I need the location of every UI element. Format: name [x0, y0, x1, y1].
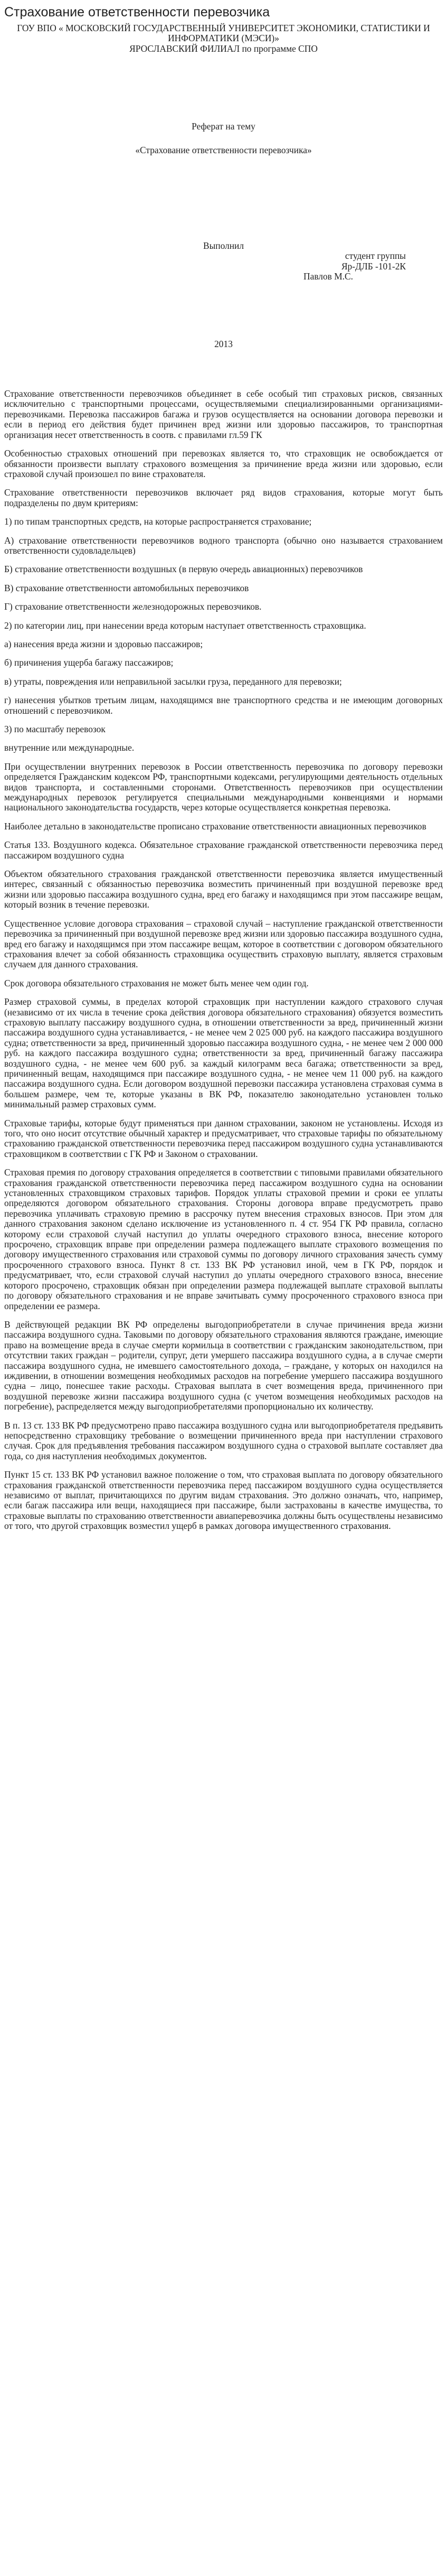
paragraph: Б) страхование ответственности воздушных (в первую очередь авиационных) перевозчиков — [4, 564, 363, 575]
paragraph: Срок договора обязательного страхования не может быть менее чем один год. — [4, 977, 309, 988]
paragraph: Статья 133. Воздушного кодекса. Обязательное страхование гражданской ответственности перевозчика перед пассажиром воздушного судна — [4, 839, 443, 861]
paragraph: в) утраты, повреждения или неправильной засылки груза, переданного для перевозки; — [4, 676, 342, 687]
paragraph: Страхование ответственности перевозчиков включает ряд видов страхования, которые могут быть подразделены по двум критериям: — [4, 487, 443, 508]
paragraph: В) страхование ответственности автомобильных перевозчиков — [4, 582, 249, 593]
paragraph: внутренние или международные. — [4, 742, 135, 753]
institution-name: ГОУ ВПО « МОСКОВСКИЙ ГОСУДАРСТВЕННЫЙ УНИВЕРСИТЕТ ЭКОНОМИКИ, СТАТИСТИКИ И ИНФОРМАТИКИ (МЭСИ)» — [17, 23, 430, 44]
author-name: Павлов М.С. — [303, 271, 353, 282]
paragraph: Страховые тарифы, которые будут применяться при данном страховании, законом не установлены. Исходя из того, что оно носит отсутствие обычный характер и предусматривает, что страховые тарифы по обязательному страхованию гражданской ответственности перевозчика перед пассажиром воздушного судна устанавливаются страховщиком в соответствии с ГК РФ и Законом о страховании. — [4, 1117, 443, 1159]
paragraph: 1) по типам транспортных средств, на которые распространяется страхование; — [4, 516, 312, 527]
paragraph: 2) по категории лиц, при нанесении вреда которым наступает ответственность страховщика. — [4, 620, 366, 631]
paragraph: Г) страхование ответственности железнодорожных перевозчиков. — [4, 601, 262, 612]
paragraph: Страховая премия по договору страхования определяется в соответствии с типовыми правилами обязательного страхования гражданской ответственности перевозчика перед пассажиром воздушного судна на основании установленных страховщиком страховых тарифов. Порядок уплаты страховой премии и сроки ее уплаты определяются договором обязательного страхования. Стороны договора вправе предусмотреть право перевозчика уплачивать страховую премию в рассрочку путем внесения страховых взносов. При этом для данного страхования законом сделано исключение из установленного п. 4 ст. 954 ГК РФ правила, согласно которому если страховой случай наступил до уплаты очередного страхового взноса, внесение которого просрочено, страховщик вправе при определении размера подлежащего выплате страхового возмещения по договору имущественного страхования или страховой суммы по договору личного страхования зачесть сумму просроченного страхового взноса. Пункт 8 ст. 133 ВК РФ установил иной, чем в ГК РФ, порядок и предусматривает, что, если страховой случай наступил до уплаты очередного страхового взноса, внесение которого просрочено, страховщик обязан при определении размера подлежащей выплате страховой выплаты по договору обязательного страхования и не вправе зачитывать сумму просроченного страхового взноса при определении ее размера. — [4, 1167, 443, 1311]
paragraph: A) страхование ответственности перевозчиков водного транспорта (обычно оно называется страхованием ответственности судовладельцев) — [4, 535, 443, 556]
paragraph: а) нанесения вреда жизни и здоровью пассажиров; — [4, 638, 203, 649]
work-topic: «Страхование ответственности перевозчика» — [135, 144, 312, 155]
work-type: Реферат на тему — [192, 121, 255, 132]
title-page — [4, 23, 443, 349]
performed-label: Выполнил — [203, 240, 244, 251]
branch-name: ЯРОСЛАВСКИЙ ФИЛИАЛ по программе СПО — [129, 43, 318, 54]
paragraph: 3) по масштабу перевозок — [4, 724, 106, 734]
paragraph: Особенностью страховых отношений при перевозках является то, что страховщик не освобождается от обязанности произвести выплату страхового возмещения за причинение вреда жизни или здоровью, если страховой случай произошел по вине страхователя. — [4, 448, 443, 479]
paragraph: б) причинения ущерба багажу пассажиров; — [4, 657, 174, 668]
paragraph: Наиболее детально в законодательстве прописано страхование ответственности авиационных перевозчиков — [4, 820, 426, 832]
paragraph: Размер страховой суммы, в пределах которой страховщик при наступлении каждого страхового случая (независимо от их числа в течение срока действия договора обязательного страхования) обязуется возместить страховую выплату пассажиру воздушного судна, в отношении ответственности за вред, причиненный жизни пассажира воздушного судна устанавливается, - не менее чем 2 025 000 руб. на каждого пассажира воздушного судна; ответственности за вред, причиненный здоровью пассажира воздушного судна, - не менее чем 2 000 000 руб. на каждого пассажира воздушного судна; ответственности за вред, причиненный багажу пассажира воздушного судна, - не менее чем 600 руб. за каждый килограмм веса багажа; ответственности за вред, причиненный вещам, находящимся при пассажире воздушного судна, - не менее чем 11 000 руб. на каждого пассажира воздушного судна. Если договором воздушной перевозки пассажира установлена страховая сумма в большем размере, чем те, которые указаны в ВК РФ, показателю законодательно установлен только минимальный размер страховых сумм. — [4, 996, 443, 1110]
paragraph: В п. 13 ст. 133 ВК РФ предусмотрено право пассажира воздушного судна или выгодоприобретателя предъявить непосредственно страховщику требование о возмещении причиненного вреда при наступлении страхового случая. Срок для предъявления требования пассажиром воздушного судна о страховой выплате составляет два года, со дня наступления необходимых документов. — [4, 1420, 443, 1461]
paragraph: В действующей редакции ВК РФ определены выгодоприобретатели в случае причинения вреда жизни пассажира воздушного судна. Таковыми по договору обязательного страхования являются граждане, имеющие право на возмещение вреда в случае смерти кормильца в соответствии с гражданским законодательством, при отсутствии таких граждан – родители, супруг, дети умершего пассажира воздушного судна, а в случае смерти пассажира воздушного судна, не имевшего самостоятельного дохода, – граждане, у которых он находился на иждивении, в отношении возмещения необходимых расходов на погребение умершего пассажира воздушного судна – лицо, понесшее такие расходы. Страховая выплата в счет возмещения вреда, причиненного при воздушной перевозке жизни пассажира воздушного судна (с учетом возмещения необходимых расходов на погребение), распределяется между выгодоприобретателями пропорционально их количеству. — [4, 1319, 443, 1412]
paragraph: Объектом обязательного страхования гражданской ответственности перевозчика является имущественный интерес, связанный с обязанностью перевозчика возместить причиненный при воздушной перевозке вред жизни или здоровью пассажира воздушного судна, вред его багажу и находящимся при этом пассажире вещам, который возник в течение перевозки. — [4, 869, 443, 910]
document-title: Страхование ответственности перевозчика — [4, 5, 270, 20]
student-group: Яр-ДЛБ -101-2К — [341, 260, 406, 272]
student-group-label: студент группы — [345, 250, 406, 262]
paragraph: Пункт 15 ст. 133 ВК РФ установил важное положение о том, что страховая выплата по договору обязательного страхования гражданской ответственности перевозчика перед пассажиром воздушного судна осуществляется независимо от выплат, причитающихся по другим видам страхования. Это должно означать, что, например, если багаж пассажира или вещи, находящиеся при пассажире, были застрахованы в качестве имущества, то страховые выплаты по страхованию ответственности авиаперевозчика должны быть осуществлены независимо от того, что другой страховщик возместил ущерб в рамках договора имущественного страхования. — [4, 1469, 443, 1532]
document-body — [4, 389, 443, 1532]
paragraph: Существенное условие договора страхования – страховой случай – наступление гражданской ответственности перевозчика за причиненный при воздушной перевозке вред жизни или здоровью пассажира воздушного судна, вред его багажу и находящимся при этом пассажире вещам, которое в соответствии с договором обязательного страхования влечет за собой обязанность страховщика осуществить страховую выплату, является страховым случаем для данного страхования. — [4, 918, 443, 970]
paragraph: г) нанесения убытков третьим лицам, находящимся вне транспортного средства и не имеющим договорных отношений с перевозчиком. — [4, 695, 443, 716]
document-page — [4, 4, 443, 1540]
paragraph: При осуществлении внутренних перевозок в России ответственность перевозчика по договору перевозки определяется Гражданским кодексом РФ, транспортными кодексами, регулирующими деятельность отдельных видов транспорта, и составленными сторонами. Ответственность перевозчиков при осуществлении международных перевозок регулируется специальными международными конвенциями и нормами национального законодательства государств, через которые осуществляется конкретная перевозка. — [4, 761, 443, 813]
paragraph: Страхование ответственности перевозчиков объединяет в себе особый тип страховых рисков, связанных исключительно с транспортными процессами, осуществляемыми специализированными организациями- перевозчиками. Перевозка пассажиров багажа и грузов осуществляется на основании договора перевозки и если в период его действия будет причинен вред жизни или здоровью пассажиров, то транспортная организация несет ответственность в соотв. с правилами гл.59 ГК — [4, 388, 443, 440]
year: 2013 — [214, 338, 233, 349]
